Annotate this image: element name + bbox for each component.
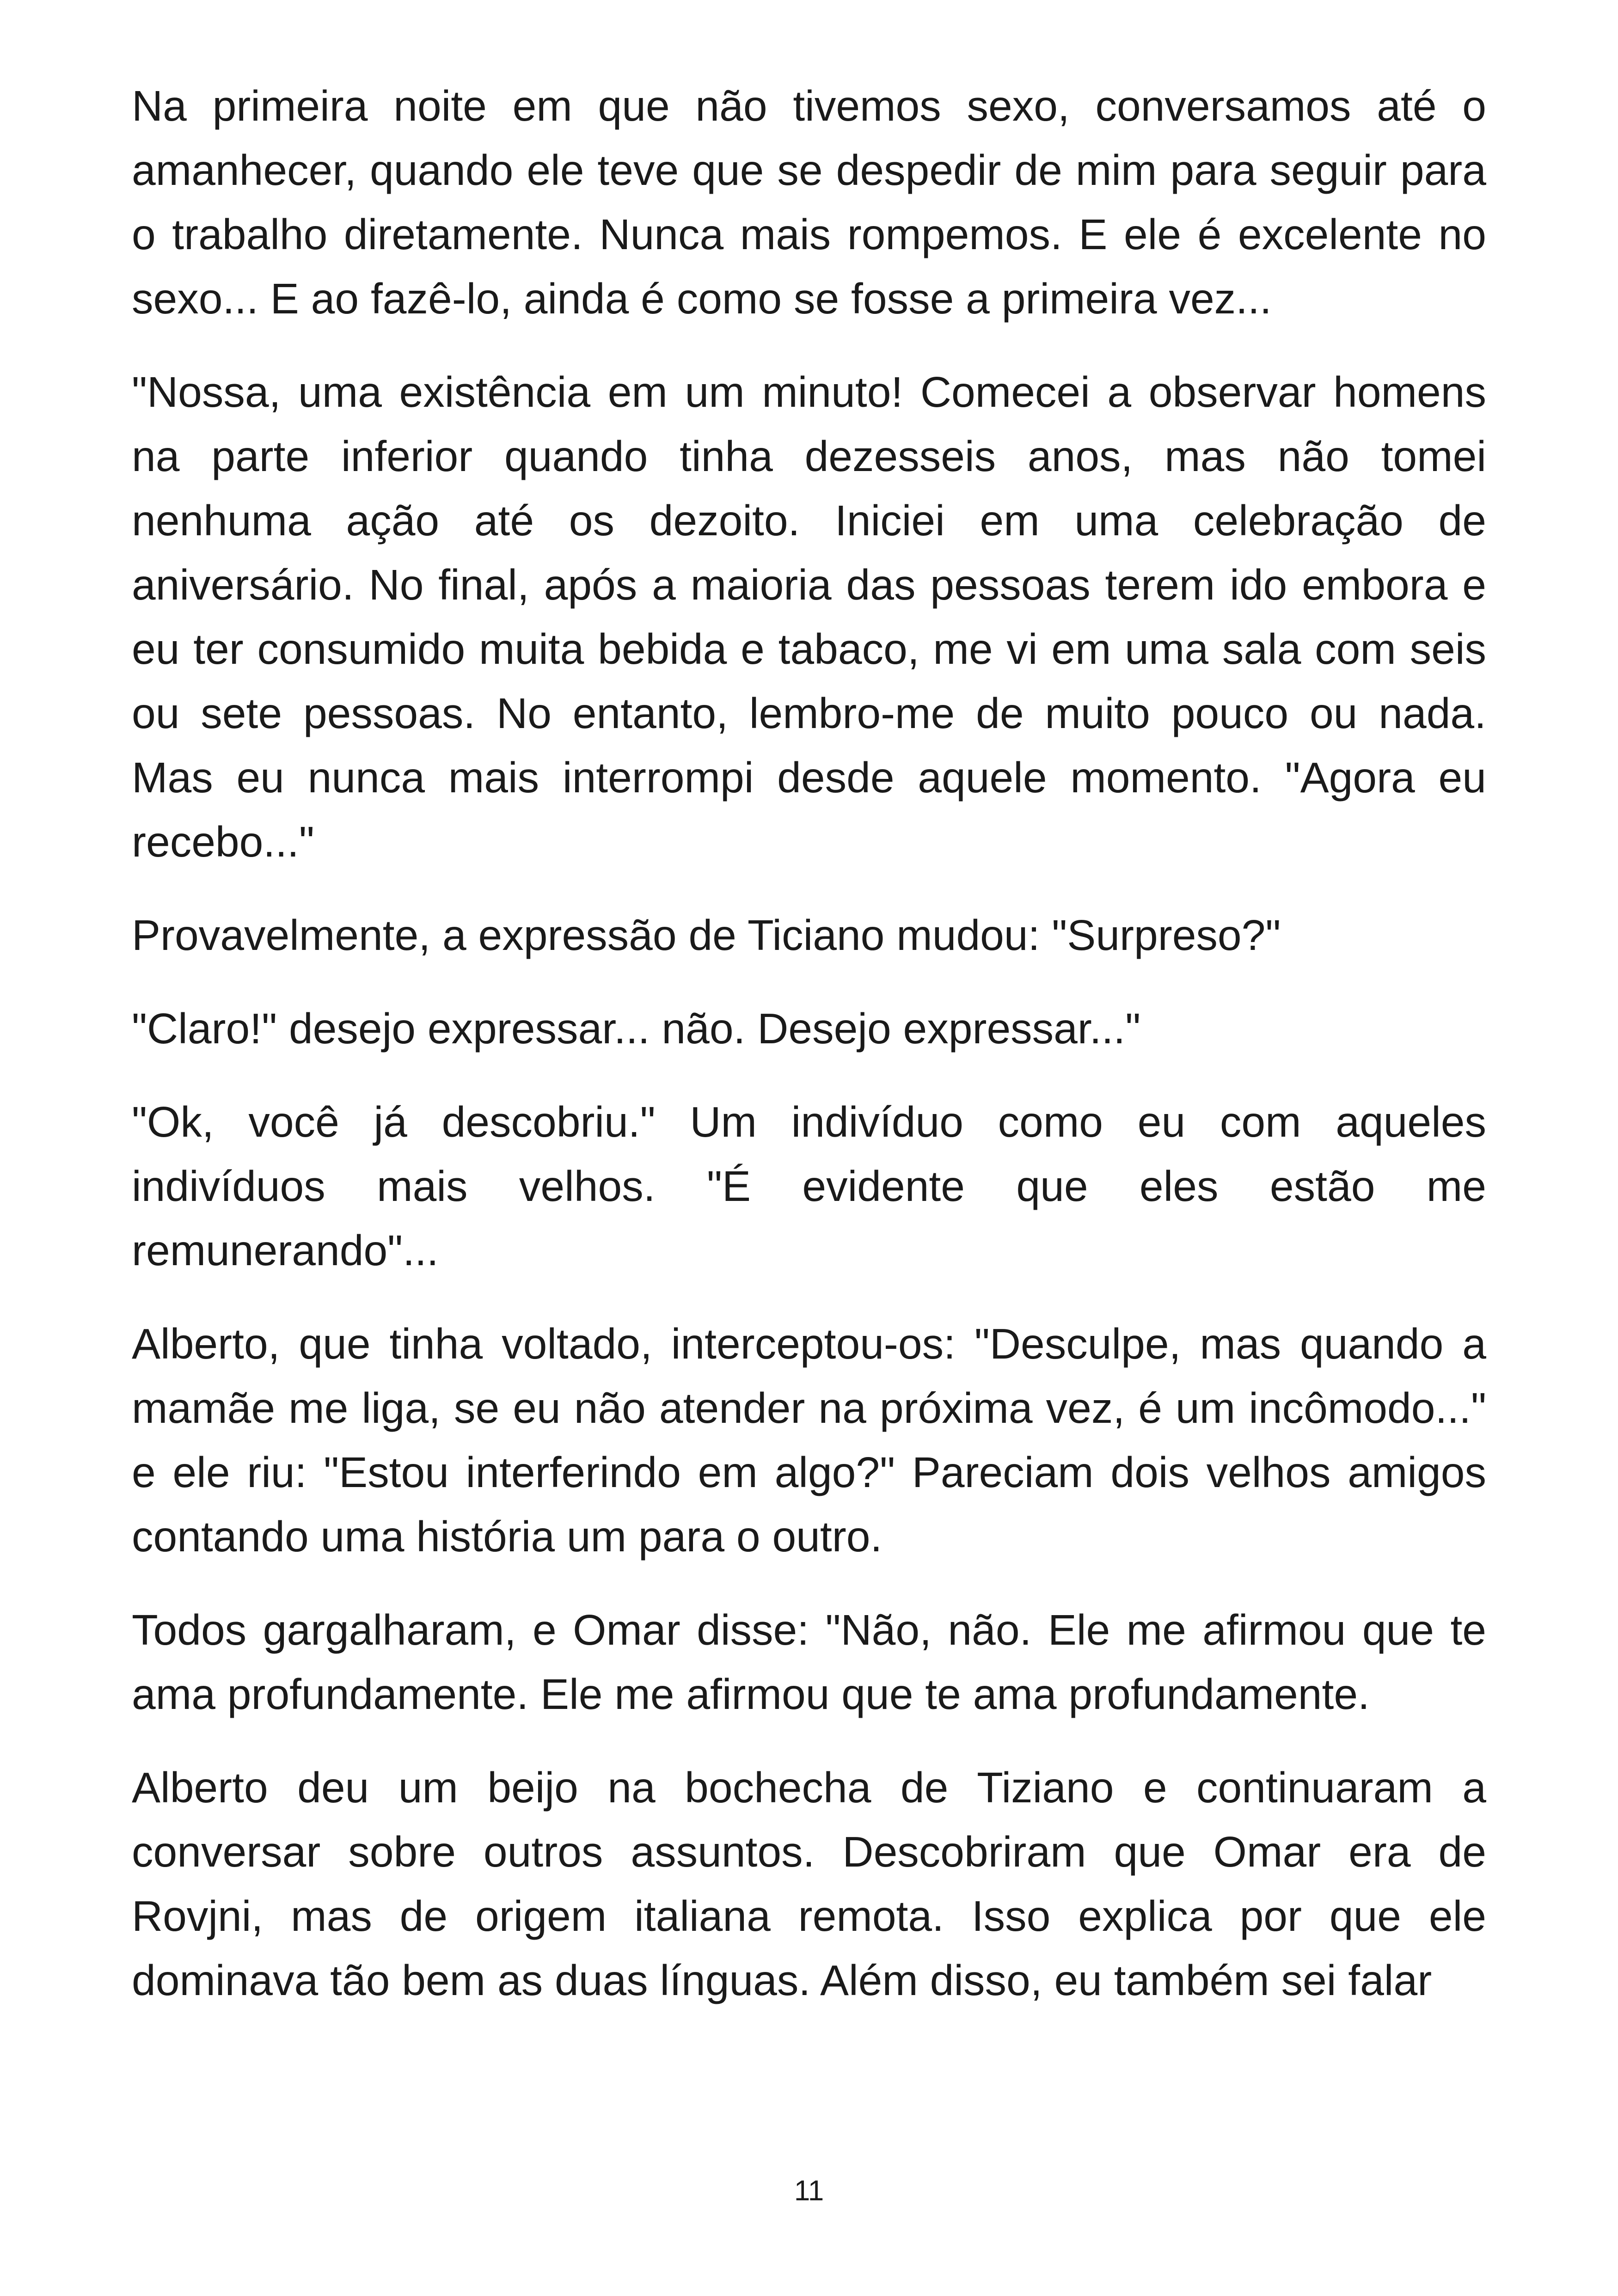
paragraph-8: Alberto deu um beijo na bochecha de Tiziano e continuaram a conversar sobre outros assuntos. Descobriram que Omar era de Rovjni, mas de origem italiana remota. Isso explica por que ele dominava tão bem as duas línguas. Além disso, eu também sei falar xyxy=(132,1763,1486,2004)
body-text xyxy=(132,74,1486,2042)
paragraph-3: Provavelmente, a expressão de Ticiano mudou: "Surpreso?" xyxy=(132,911,1281,959)
paragraph-1: Na primeira noite em que não tivemos sexo, conversamos até o amanhecer, quando ele teve que se despedir de mim para seguir para o trabalho diretamente. Nunca mais rompemos. E ele é excelente no sexo... E ao fazê-lo, ainda é como se fosse a primeira vez... xyxy=(132,82,1486,323)
paragraph-7: Todos gargalharam, e Omar disse: "Não, não. Ele me afirmou que te ama profundamente. Ele me afirmou que te ama profundamente. xyxy=(132,1606,1486,1718)
paragraph-2: "Nossa, uma existência em um minuto! Comecei a observar homens na parte inferior quando tinha dezesseis anos, mas não tomei nenhuma ação até os dezoito. Iniciei em uma celebração de aniversário. No final, após a maioria das pessoas terem ido embora e eu ter consumido muita bebida e tabaco, me vi em uma sala com seis ou sete pessoas. No entanto, lembro-me de muito pouco ou nada. Mas eu nunca mais interrompi desde aquele momento. "Agora eu recebo..." xyxy=(132,368,1486,866)
paragraph-6: Alberto, que tinha voltado, interceptou-os: "Desculpe, mas quando a mamãe me liga, se eu não atender na próxima vez, é um incômodo..." e ele riu: "Estou interferindo em algo?" Pareciam dois velhos amigos contando uma história um para o outro. xyxy=(132,1320,1486,1561)
paragraph-5: "Ok, você já descobriu." Um indivíduo como eu com aqueles indivíduos mais velhos. "É evidente que eles estão me remunerando"... xyxy=(132,1098,1486,1274)
page-number: 11 xyxy=(794,2175,824,2207)
paragraph-4: "Claro!" desejo expressar... não. Desejo expressar..." xyxy=(132,1004,1141,1053)
